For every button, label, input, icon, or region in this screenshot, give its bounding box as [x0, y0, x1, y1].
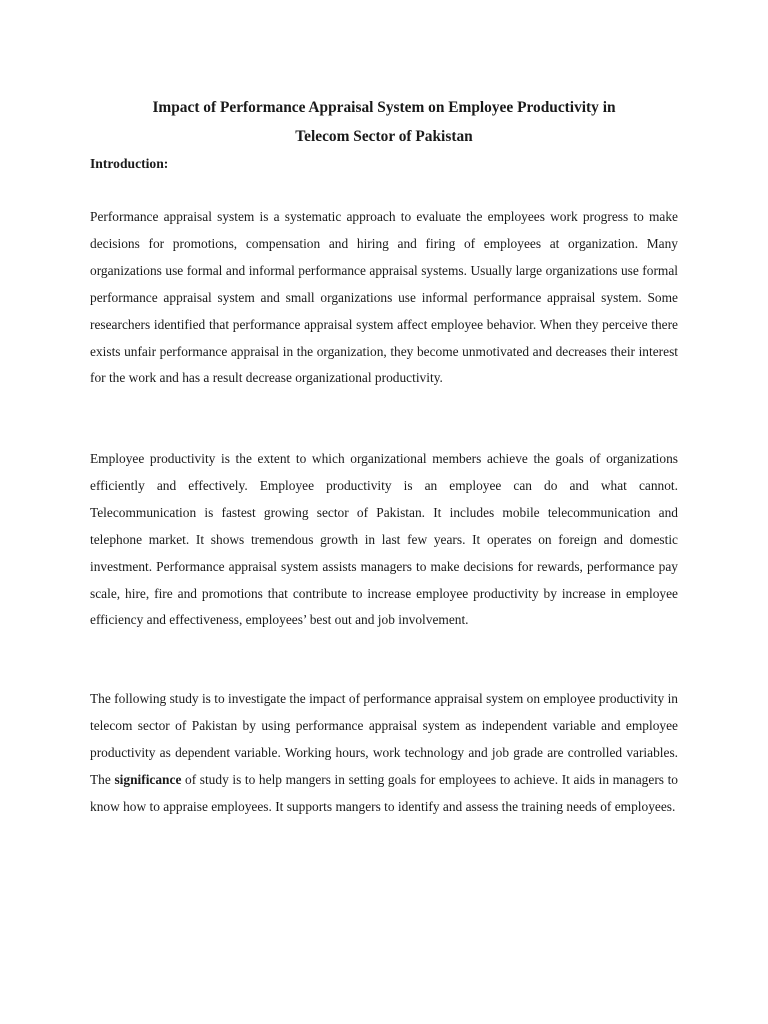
section-heading-introduction: Introduction:: [90, 156, 169, 171]
paragraph-1: Performance appraisal system is a systematic approach to evaluate the employees work progress to make decisions for promotions, compensation and hiring and firing of employees at organization. Many organizations use formal and informal performance appraisal systems. Usually large organizations use formal performance appraisal system and small organizations use informal performance appraisal system. Some researchers identified that performance appraisal system affect employee behavior. When they perceive there exists unfair performance appraisal in the organization, they become unmotivated and decreases their interest for the work and has a result decrease organizational productivity.: [90, 209, 678, 386]
document-title: [90, 93, 678, 151]
paragraph-3-text-start: The following study is to investigate the impact of performance appraisal system on employee productivity in telecom sector of Pakistan by using performance appraisal system as independent variable and employee productivity as dependent variable. Working hours, work technology and job grade are controlled variables. The: [90, 691, 678, 787]
paragraph-3: [90, 686, 678, 821]
title-line-2: Telecom Sector of Pakistan: [295, 128, 473, 145]
paragraph-2: Employee productivity is the extent to which organizational members achieve the goals of organizations efficiently and effectively. Employee productivity is an employee can do and what cannot. Telecommunication is fastest growing sector of Pakistan. It includes mobile telecommunication and telephone market. It shows tremendous growth in last few years. It operates on foreign and domestic investment. Performance appraisal system assists managers to make decisions for rewards, performance pay scale, hire, fire and promotions that contribute to increase employee productivity by increase in employee efficiency and effectiveness, employees’ best out and job involvement.: [90, 451, 678, 628]
paragraph-3-text-end: of study is to help mangers in setting goals for employees to achieve. It aids in managers to know how to appraise employees. It supports mangers to identify and assess the training needs of employees.: [90, 771, 679, 814]
significance-term: significance: [114, 771, 182, 787]
title-line-1: Impact of Performance Appraisal System on Employee Productivity in: [152, 99, 616, 116]
